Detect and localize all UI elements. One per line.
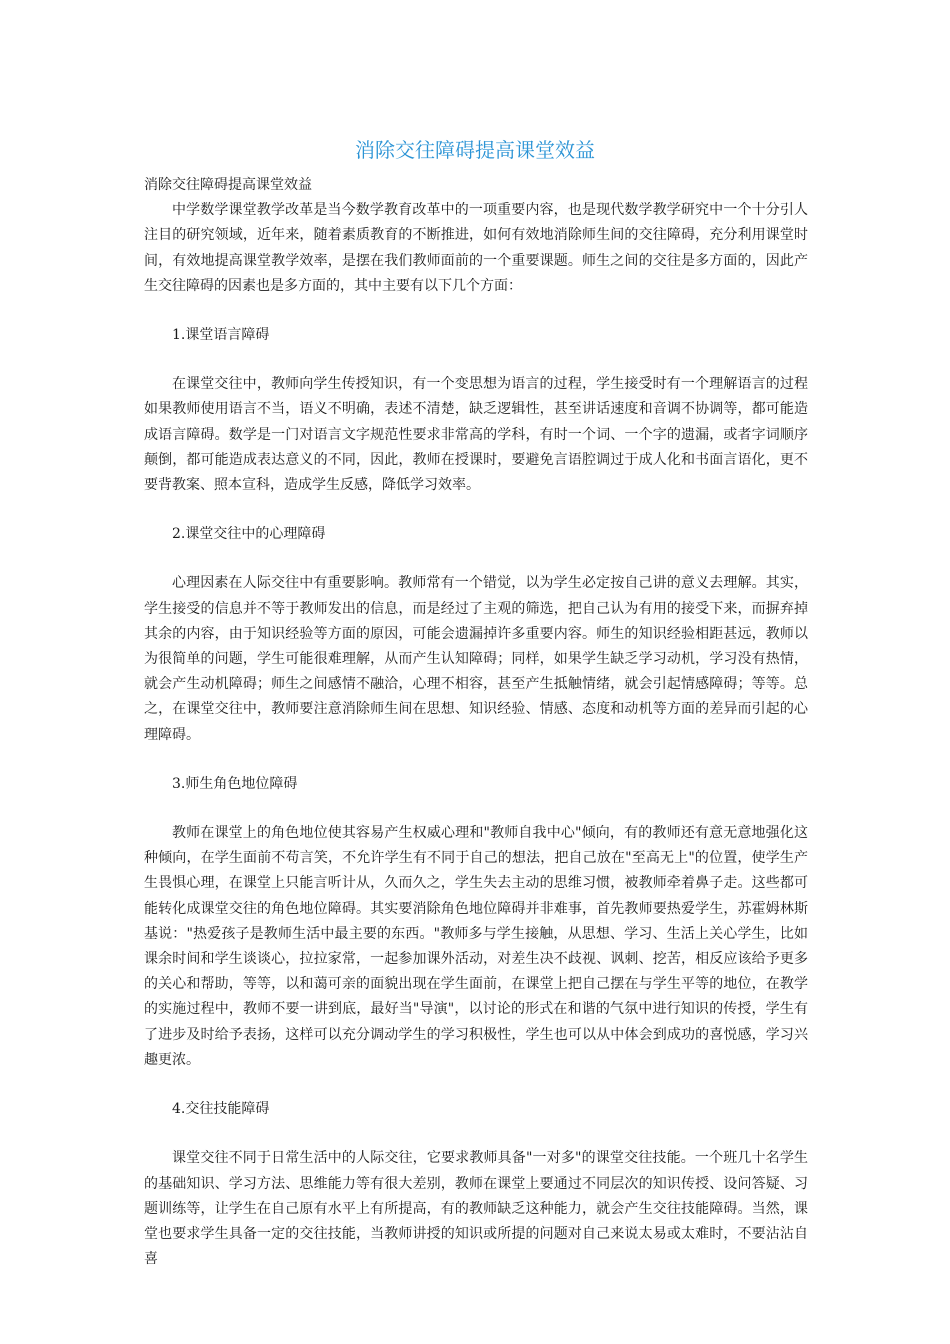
document-subtitle: 消除交往障碍提高课堂效益: [144, 177, 312, 193]
section-paragraph-4: 课堂交往不同于日常生活中的人际交往，它要求教师具备"一对多"的课堂交往技能。一个班几十名学生的基础知识、学习方法、思维能力等有很大差别，教师在课堂上要通过不同层次的知识传授、设问答疑、习题训练等，让学生在自己原有水平上有所提高，有的教师缺乏这种能力，就会产生交往技能障碍。当然，课堂也要求学生具备一定的交往技能，当教师讲授的知识或所提的问题对自己来说太易或太难时，不要沾沾自喜: [144, 1150, 808, 1268]
section-paragraph-2: 心理因素在人际交往中有重要影响。教师常有一个错觉，以为学生必定按自己讲的意义去理解。其实，学生接受的信息并不等于教师发出的信息，而是经过了主观的筛选，把自己认为有用的接受下来，而摒弃掉其余的内容，由于知识经验等方面的原因，可能会遗漏掉许多重要内容。师生的知识经验相距甚远，教师以为很简单的问题，学生可能很难理解，从而产生认知障碍；同样，如果学生缺乏学习动机，学习没有热情，就会产生动机障碍；师生之间感情不融洽，心理不相容，甚至产生抵触情绪，就会引起情感障碍；等等。总之，在课堂交往中，教师要注意消除师生间在思想、知识经验、情感、态度和动机等方面的差异而引起的心理障碍。: [144, 575, 808, 743]
section-paragraph-1: 在课堂交往中，教师向学生传授知识，有一个变思想为语言的过程，学生接受时有一个理解语言的过程如果教师使用语言不当，语义不明确，表述不清楚，缺乏逻辑性，甚至讲话速度和音调不协调等，都可能造成语言障碍。数学是一门对语言文字规范性要求非常高的学科，有时一个词、一个字的遗漏，或者字词顺序颠倒，都可能造成表达意义的不同，因此，教师在授课时，要避免言语腔调过于成人化和书面言语化，更不要背教案、照本宣科，造成学生反感，降低学习效率。: [144, 376, 808, 494]
section-heading-1: 1.课堂语言障碍: [172, 327, 270, 344]
section-heading-2: 2.课堂交往中的心理障碍: [172, 526, 326, 543]
intro-paragraph: 中学数学课堂教学改革是当今数学教育改革中的一项重要内容，也是现代数学教学研究中一个十分引人注目的研究领域，近年来，随着素质教育的不断推进，如何有效地消除师生间的交往障碍，充分利用课堂时间，有效地提高课堂教学效率，是摆在我们教师面前的一个重要课题。师生之间的交往是多方面的，因此产生交往障碍的因素也是多方面的，其中主要有以下几个方面：: [144, 202, 808, 294]
section-heading-4: 4.交往技能障碍: [172, 1101, 270, 1118]
section-heading-3: 3.师生角色地位障碍: [172, 775, 298, 792]
section-paragraph-3: 教师在课堂上的角色地位使其容易产生权威心理和"教师自我中心"倾向，有的教师还有意无意地强化这种倾向，在学生面前不苟言笑，不允许学生有不同于自己的想法，把自己放在"至高无上"的位置，使学生产生畏惧心理，在课堂上只能言听计从，久而久之，学生失去主动的思维习惯，被教师牵着鼻子走。这些都可能转化成课堂交往的角色地位障碍。其实要消除角色地位障碍并非难事，首先教师要热爱学生，苏霍姆林斯基说："热爱孩子是教师生活中最主要的东西。"教师多与学生接触，从思想、学习、生活上关心学生，比如课余时间和学生谈谈心，拉拉家常，一起参加课外活动，对差生决不歧视、讽刺、挖苦，相反应该给予更多的关心和帮助，等等，以和蔼可亲的面貌出现在学生面前，在课堂上把自己摆在与学生平等的地位，在教学的实施过程中，教师不要一讲到底，最好当"导演"，以讨论的形式在和谐的气氛中进行知识的传授，学生有了进步及时给予表扬，这样可以充分调动学生的学习积极性，学生也可以从中体会到成功的喜悦感，学习兴趣更浓。: [144, 825, 808, 1068]
document-title: 消除交往障碍提高课堂效益: [355, 138, 595, 162]
document-body: [144, 173, 808, 1272]
